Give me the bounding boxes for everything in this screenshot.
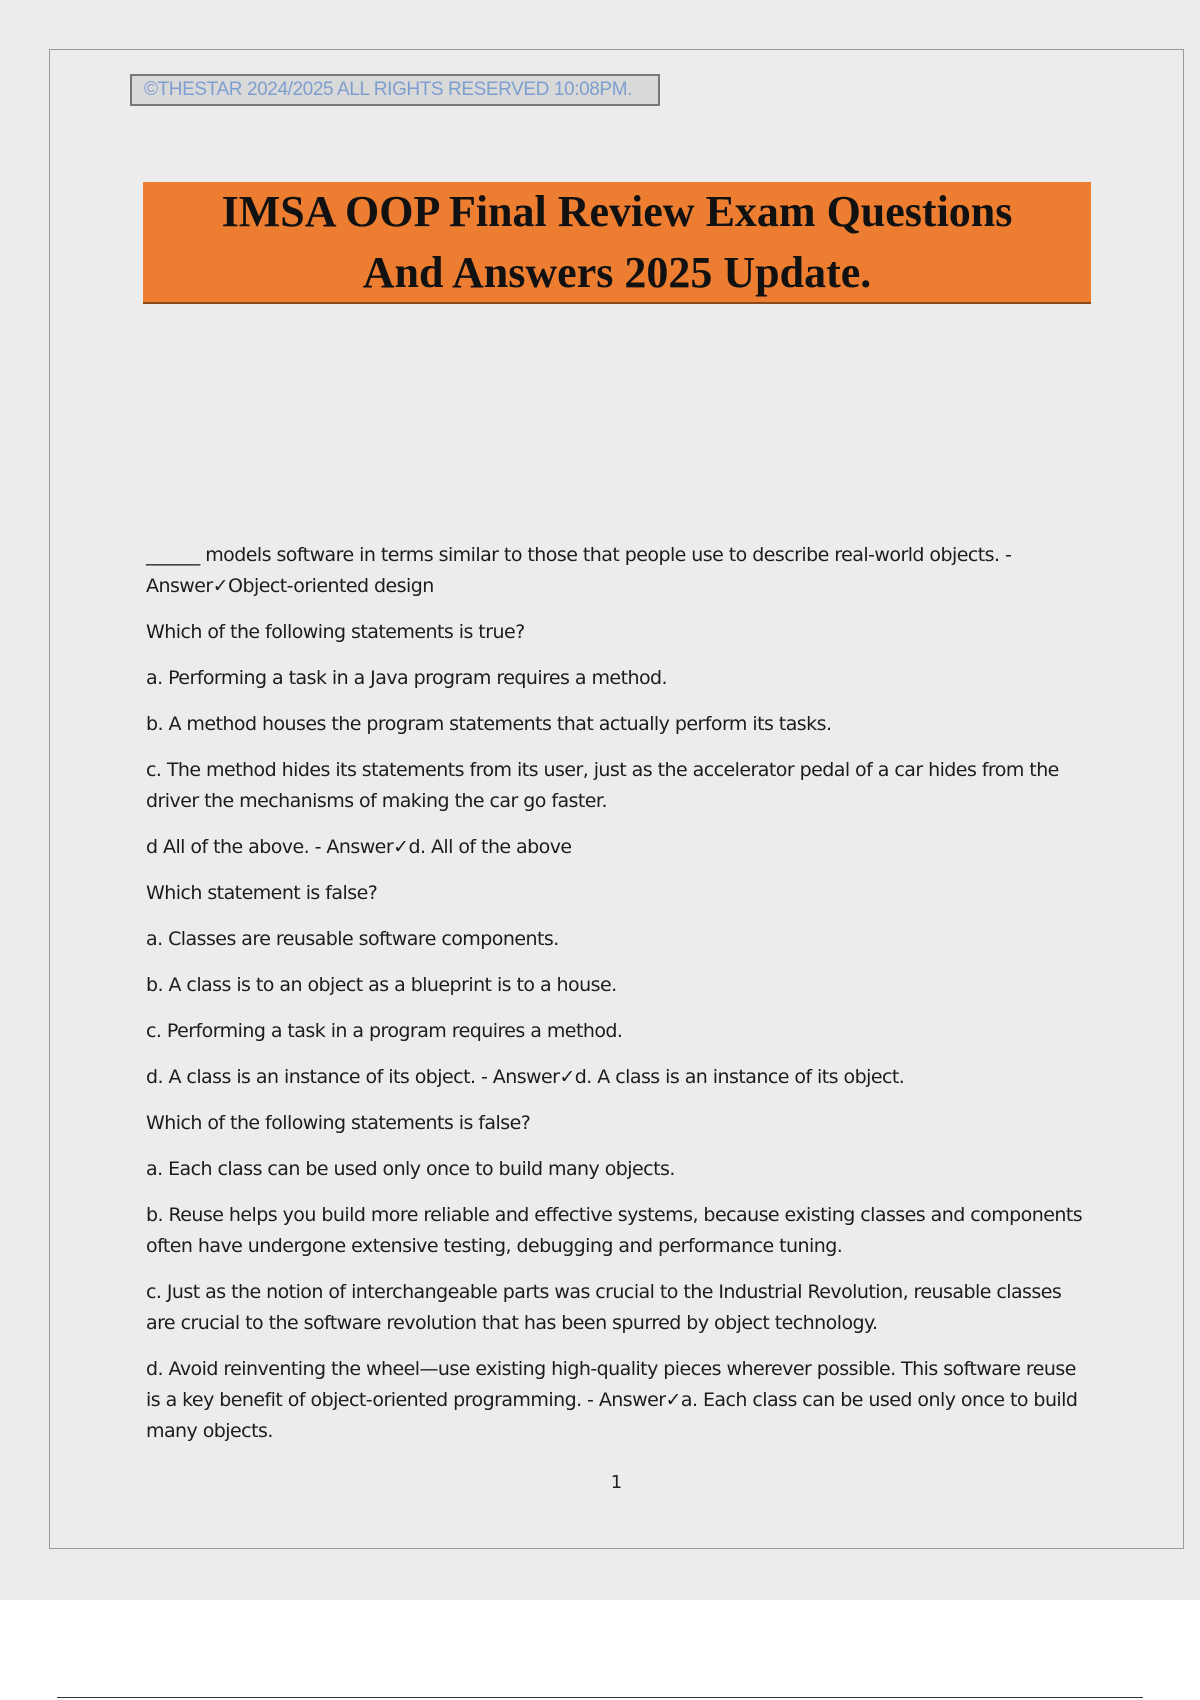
option-paragraph: c. The method hides its statements from its user, just as the accelerator pedal of a car hides from the driver the mechanisms of making the car go faster. bbox=[146, 759, 1059, 812]
answer-paragraph: d. Avoid reinventing the wheel—use existing high-quality pieces wherever possible. This software reuse is a key benefit of object-oriented programming. - Answer✓a. Each class can be used only once to build many objects. bbox=[146, 1358, 1078, 1442]
question-paragraph: ______ models software in terms similar to those that people use to describe real-world objects. - Answer✓Object-oriented design bbox=[146, 544, 1012, 597]
option-paragraph: a. Performing a task in a Java program requires a method. bbox=[146, 667, 668, 689]
answer-paragraph: d All of the above. - Answer✓d. All of the above bbox=[146, 836, 572, 858]
question-paragraph: Which of the following statements is false? bbox=[146, 1112, 531, 1134]
option-paragraph: b. Reuse helps you build more reliable and effective systems, because existing classes and components often have undergone extensive testing, debugging and performance tuning. bbox=[146, 1204, 1083, 1257]
question-paragraph: Which of the following statements is true? bbox=[146, 621, 525, 643]
title-line-2: And Answers 2025 Update. bbox=[362, 248, 872, 297]
answer-paragraph: d. A class is an instance of its object. - Answer✓d. A class is an instance of its object. bbox=[146, 1066, 905, 1088]
document-title bbox=[222, 181, 1013, 303]
option-paragraph: a. Classes are reusable software components. bbox=[146, 928, 559, 950]
option-paragraph: a. Each class can be used only once to build many objects. bbox=[146, 1158, 675, 1180]
option-paragraph: c. Performing a task in a program requires a method. bbox=[146, 1020, 623, 1042]
title-line-1: IMSA OOP Final Review Exam Questions bbox=[221, 187, 1013, 236]
option-paragraph: b. A method houses the program statements that actually perform its tasks. bbox=[146, 713, 832, 735]
next-page-rule bbox=[57, 1697, 1143, 1698]
question-list bbox=[146, 540, 1091, 1462]
copyright-notice: ©THESTAR 2024/2025 ALL RIGHTS RESERVED 10:08PM. bbox=[130, 74, 660, 106]
option-paragraph: c. Just as the notion of interchangeable parts was crucial to the Industrial Revolution, reusable classes are crucial to the software revolution that has been spurred by object technology. bbox=[146, 1281, 1062, 1334]
option-paragraph: b. A class is to an object as a blueprint is to a house. bbox=[146, 974, 617, 996]
title-banner bbox=[143, 182, 1091, 304]
question-paragraph: Which statement is false? bbox=[146, 882, 378, 904]
page-number: 1 bbox=[610, 1472, 623, 1493]
